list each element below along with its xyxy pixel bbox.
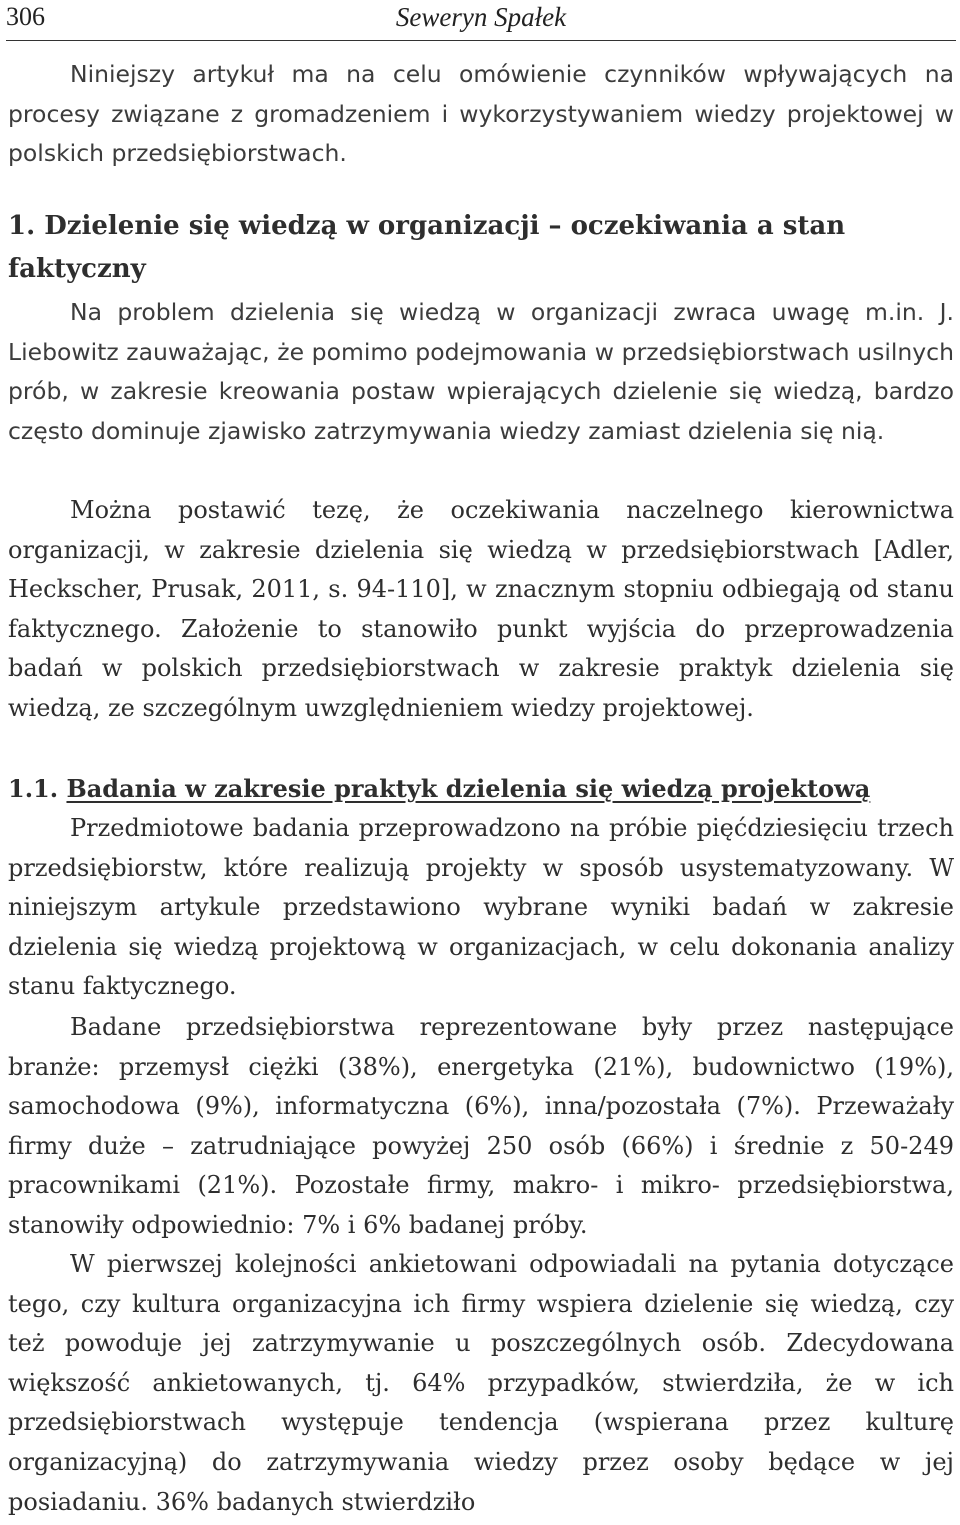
page-number: 306 [6,2,45,31]
subsection-paragraph-2: Badane przedsiębiorstwa reprezentowane były przez następujące branże: przemysł ciężki (38%), energetyka (21%), budownictwo (19%), samochodowa (9%), informatyczna (6%), inna/pozostała (7%). Przeważały firmy duże – zatrudniające powyżej 250 osób (66%) i średnie z 50-249 pracownikami (21%). Pozostałe firmy, makro- i mikro- przedsiębiorstwa, stanowiły odpowiednio: 7% i 6% badanej próby. [8,1013,954,1239]
section-heading: 1. Dzielenie się wiedzą w organizacji – oczekiwania a stan faktyczny [8,211,846,284]
page-header [6,0,956,41]
running-head-author: Seweryn Spałek [395,2,567,32]
subsection-number: 1.1. [8,774,59,803]
subsection-paragraph-3: W pierwszej kolejności ankietowani odpowiadali na pytania dotyczące tego, czy kultura organizacyjna ich firmy wspiera dzielenie się wiedzą, czy też powoduje jej zatrzymywanie u poszczególnych osób. Zdecydowana większość ankietowanych, tj. 64% przypadków, stwierdziła, że w ich przedsiębiorstwach występuje tendencja (wspierana przez kulturę organizacyjną) do zatrzymywania wiedzy przez osoby będące w jej posiadaniu. 36% badanych stwierdziło [8,1250,954,1516]
subsection-title: Badania w zakresie praktyk dzielenia się wiedzą projektową [66,774,871,803]
section1-paragraph-1: Na problem dzielenia się wiedzą w organizacji zwraca uwagę m.in. J. Liebowitz zauważając, że pomimo podejmowania w przedsiębiorstwach usilnych prób, w zakresie kreowania postaw wpierających dzielenie się wiedzą, bardzo często dominuje zjawisko zatrzymywania wiedzy zamiast dzielenia się nią. [8,298,954,445]
intro-paragraph: Niniejszy artykuł ma na celu omówienie czynników wpływających na procesy związane z gromadzeniem i wykorzystywaniem wiedzy projektowej w polskich przedsiębiorstwach. [8,60,954,167]
section1-paragraph-2: Można postawić tezę, że oczekiwania naczelnego kierownictwa organizacji, w zakresie dzielenia się wiedzą w przedsiębiorstwach [Adler, Heckscher, Prusak, 2011, s. 94-110], w znacznym stopniu odbiegają od stanu faktycznego. Założenie to stanowiło punkt wyjścia do przeprowadzenia badań w polskich przedsiębiorstwach w zakresie praktyk dzielenia się wiedzą, ze szczególnym uwzględnieniem wiedzy projektowej. [8,496,954,722]
subsection-heading [8,769,954,809]
subsection-paragraph-1: Przedmiotowe badania przeprowadzono na próbie pięćdziesięciu trzech przedsiębiorstw, które realizują projekty w sposób usystematyzowany. W niniejszym artykule przedstawiono wybrane wyniki badań w zakresie dzielenia się wiedzą projektową w organizacjach, w celu dokonania analizy stanu faktycznego. [8,814,954,1001]
